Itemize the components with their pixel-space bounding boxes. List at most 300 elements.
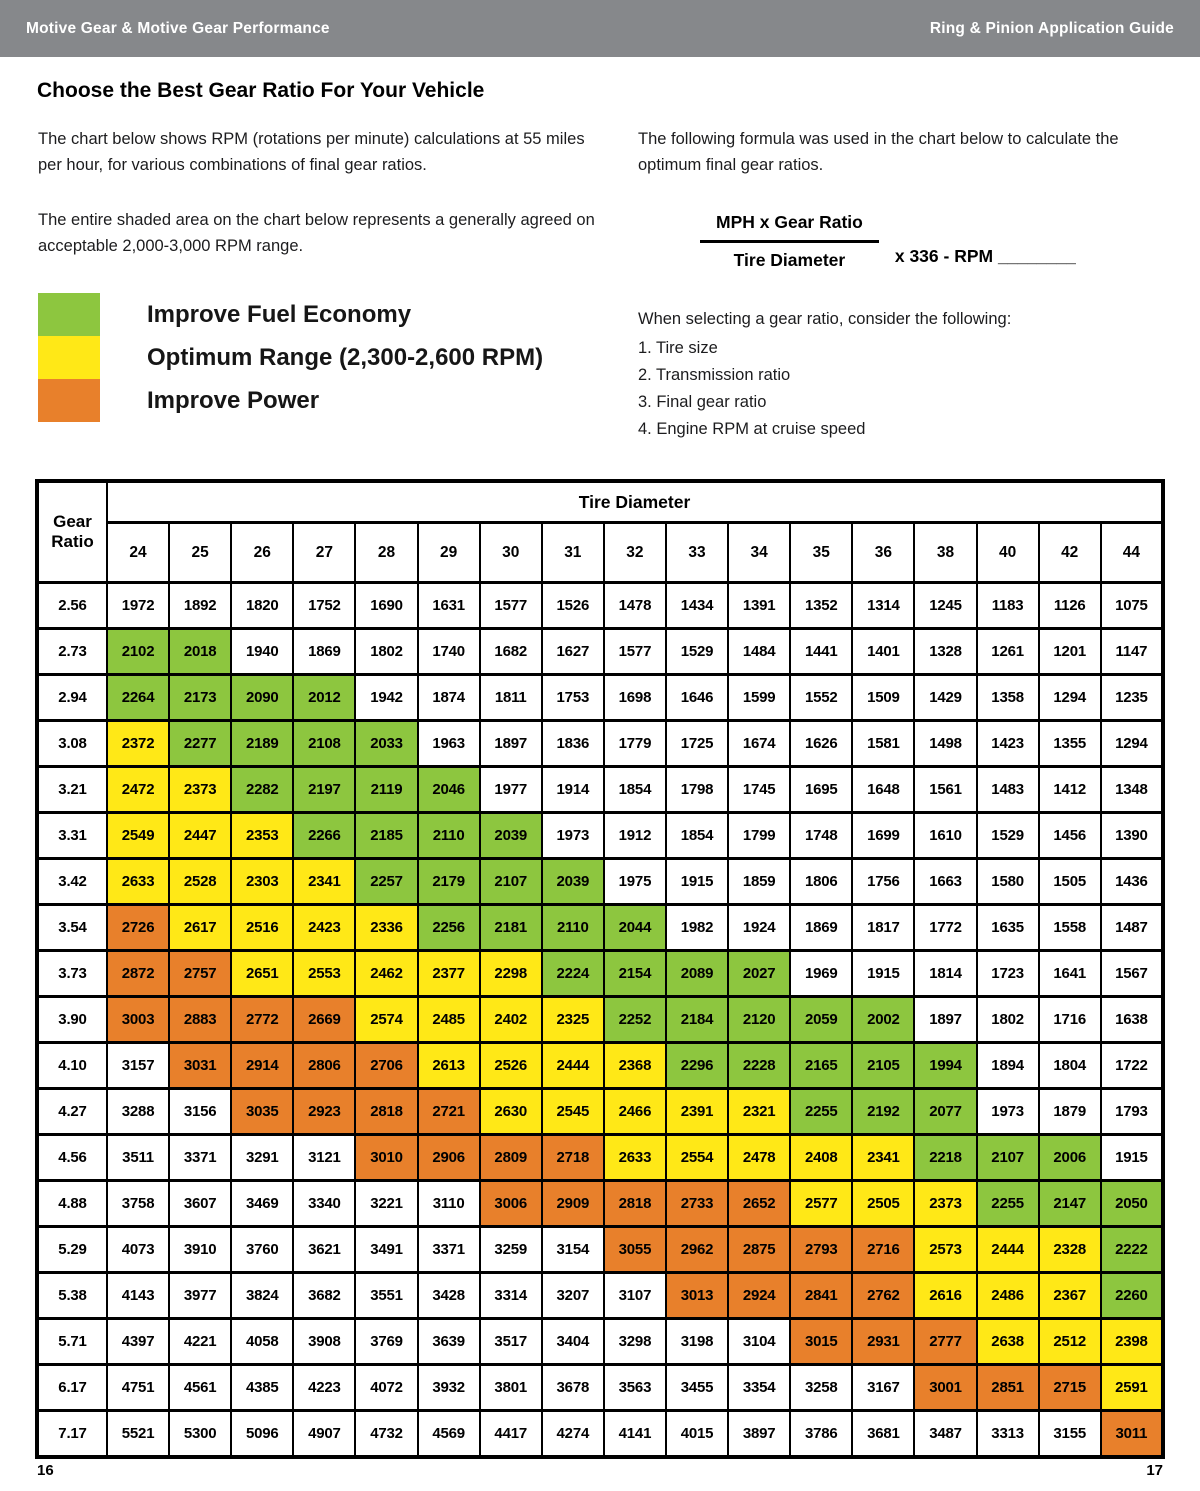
rpm-cell: 3681 <box>852 1411 914 1457</box>
table-row <box>37 1043 1163 1089</box>
rpm-cell: 3156 <box>169 1089 231 1135</box>
gear-ratio-cell: 3.21 <box>37 767 107 813</box>
rpm-cell: 2841 <box>790 1273 852 1319</box>
rpm-cell: 3404 <box>542 1319 604 1365</box>
rpm-cell: 2077 <box>914 1089 976 1135</box>
rpm-cell: 1147 <box>1101 629 1163 675</box>
rpm-cell: 4058 <box>231 1319 293 1365</box>
rpm-cell: 1912 <box>604 813 666 859</box>
rpm-cell: 1648 <box>852 767 914 813</box>
rpm-cell: 2485 <box>418 997 480 1043</box>
tire-diameter-title: Tire Diameter <box>107 481 1163 523</box>
rpm-cell: 1599 <box>728 675 790 721</box>
rpm-cell: 3313 <box>977 1411 1039 1457</box>
rpm-cell: 2039 <box>480 813 542 859</box>
rpm-cell: 1401 <box>852 629 914 675</box>
rpm-cell: 2466 <box>604 1089 666 1135</box>
legend-row <box>38 293 600 336</box>
rpm-cell: 2197 <box>293 767 355 813</box>
rpm-cell: 2296 <box>666 1043 728 1089</box>
rpm-cell: 2652 <box>728 1181 790 1227</box>
rpm-cell: 2255 <box>977 1181 1039 1227</box>
rpm-cell: 1328 <box>914 629 976 675</box>
rpm-cell: 1779 <box>604 721 666 767</box>
rpm-cell: 4274 <box>542 1411 604 1457</box>
rpm-cell: 2321 <box>728 1089 790 1135</box>
rpm-cell: 2368 <box>604 1043 666 1089</box>
rpm-cell: 1390 <box>1101 813 1163 859</box>
rpm-cell: 1423 <box>977 721 1039 767</box>
intro-right-column <box>638 127 1166 443</box>
rpm-cell: 3607 <box>169 1181 231 1227</box>
header-right-text: Ring & Pinion Application Guide <box>929 19 1174 37</box>
rpm-cell: 1635 <box>977 905 1039 951</box>
rpm-cell: 5521 <box>107 1411 169 1457</box>
gear-ratio-cell: 4.10 <box>37 1043 107 1089</box>
legend-row <box>38 379 600 422</box>
rpm-cell: 2303 <box>231 859 293 905</box>
tire-column-header: 26 <box>231 523 293 583</box>
rpm-cell: 2089 <box>666 951 728 997</box>
legend-label: Improve Power <box>147 386 320 414</box>
rpm-cell: 1820 <box>231 583 293 629</box>
gear-ratio-cell: 4.27 <box>37 1089 107 1135</box>
table-row <box>37 859 1163 905</box>
rpm-cell: 1487 <box>1101 905 1163 951</box>
rpm-cell: 2512 <box>1039 1319 1101 1365</box>
rpm-cell: 4417 <box>480 1411 542 1457</box>
rpm-cell: 1914 <box>542 767 604 813</box>
table-row <box>37 767 1163 813</box>
rpm-cell: 1126 <box>1039 583 1101 629</box>
intro-paragraph-2: The entire shaded area on the chart below represents a generally agreed on acceptable 2,000-3,000 RPM range. <box>38 211 595 255</box>
rpm-cell: 3167 <box>852 1365 914 1411</box>
rpm-cell: 2528 <box>169 859 231 905</box>
formula-numerator: MPH x Gear Ratio <box>700 212 879 243</box>
rpm-cell: 2809 <box>480 1135 542 1181</box>
gear-ratio-cell: 3.73 <box>37 951 107 997</box>
rpm-cell: 1698 <box>604 675 666 721</box>
rpm-cell: 3639 <box>418 1319 480 1365</box>
gear-ratio-cell: 5.71 <box>37 1319 107 1365</box>
rpm-cell: 3897 <box>728 1411 790 1457</box>
rpm-cell: 2516 <box>231 905 293 951</box>
header-bar <box>0 0 1200 57</box>
rpm-cell: 2553 <box>293 951 355 997</box>
column-headers-row <box>37 523 1163 583</box>
rpm-cell: 2173 <box>169 675 231 721</box>
rpm-cell: 2218 <box>914 1135 976 1181</box>
rpm-cell: 2721 <box>418 1089 480 1135</box>
rpm-cell: 3121 <box>293 1135 355 1181</box>
rpm-cell: 1915 <box>1101 1135 1163 1181</box>
rpm-cell: 2325 <box>542 997 604 1043</box>
tire-column-header: 32 <box>604 523 666 583</box>
rpm-cell: 2462 <box>355 951 417 997</box>
rpm-cell: 1610 <box>914 813 976 859</box>
rpm-cell: 2851 <box>977 1365 1039 1411</box>
rpm-cell: 2328 <box>1039 1227 1101 1273</box>
rpm-cell: 1646 <box>666 675 728 721</box>
rpm-cell: 2277 <box>169 721 231 767</box>
intro-left-column <box>38 127 600 443</box>
rpm-cell: 3110 <box>418 1181 480 1227</box>
rpm-cell: 2353 <box>231 813 293 859</box>
rpm-cell: 1836 <box>542 721 604 767</box>
rpm-cell: 2633 <box>604 1135 666 1181</box>
formula-intro: The following formula was used in the chart below to calculate the optimum final gear ratios. <box>638 130 1119 174</box>
rpm-cell: 1752 <box>293 583 355 629</box>
rpm-cell: 3207 <box>542 1273 604 1319</box>
rpm-cell: 3288 <box>107 1089 169 1135</box>
rpm-cell: 3469 <box>231 1181 293 1227</box>
consideration-item: 2. Transmission ratio <box>638 365 791 384</box>
page-title: Choose the Best Gear Ratio For Your Vehicle <box>37 79 485 102</box>
tire-column-header: 24 <box>107 523 169 583</box>
gear-ratio-cell: 2.73 <box>37 629 107 675</box>
rpm-cell: 1352 <box>790 583 852 629</box>
rpm-cell: 3371 <box>418 1227 480 1273</box>
tire-column-header: 42 <box>1039 523 1101 583</box>
rpm-cell: 2189 <box>231 721 293 767</box>
rpm-cell: 2613 <box>418 1043 480 1089</box>
table-row <box>37 629 1163 675</box>
rpm-cell: 2726 <box>107 905 169 951</box>
rpm-cell: 2256 <box>418 905 480 951</box>
rpm-cell: 1294 <box>1101 721 1163 767</box>
rpm-cell: 1940 <box>231 629 293 675</box>
rpm-cell: 2108 <box>293 721 355 767</box>
rpm-cell: 1725 <box>666 721 728 767</box>
rpm-cell: 3908 <box>293 1319 355 1365</box>
rpm-cell: 2444 <box>542 1043 604 1089</box>
header-left-text: Motive Gear & Motive Gear Performance <box>26 19 330 37</box>
legend-row <box>38 336 600 379</box>
rpm-cell: 2733 <box>666 1181 728 1227</box>
rpm-cell: 1391 <box>728 583 790 629</box>
rpm-cell: 3455 <box>666 1365 728 1411</box>
rpm-cell: 2706 <box>355 1043 417 1089</box>
rpm-cell: 1811 <box>480 675 542 721</box>
rpm-cell: 4732 <box>355 1411 417 1457</box>
rpm-cell: 1798 <box>666 767 728 813</box>
legend-swatch-green <box>38 293 100 336</box>
rpm-cell: 1682 <box>480 629 542 675</box>
rpm-cell: 3551 <box>355 1273 417 1319</box>
rpm-cell: 1561 <box>914 767 976 813</box>
rpm-cell: 3786 <box>790 1411 852 1457</box>
rpm-cell: 2107 <box>977 1135 1039 1181</box>
gear-ratio-cell: 6.17 <box>37 1365 107 1411</box>
legend-label: Improve Fuel Economy <box>147 300 412 328</box>
tire-column-header: 29 <box>418 523 480 583</box>
rpm-cell: 2573 <box>914 1227 976 1273</box>
formula <box>700 212 1166 271</box>
rpm-cell: 2377 <box>418 951 480 997</box>
table-head <box>37 481 1163 583</box>
considerations-intro: When selecting a gear ratio, consider the following: <box>638 310 1012 329</box>
rpm-cell: 2033 <box>355 721 417 767</box>
rpm-cell: 1942 <box>355 675 417 721</box>
rpm-cell: 2373 <box>914 1181 976 1227</box>
rpm-cell: 3104 <box>728 1319 790 1365</box>
rpm-cell: 1879 <box>1039 1089 1101 1135</box>
rpm-cell: 3340 <box>293 1181 355 1227</box>
rpm-cell: 1245 <box>914 583 976 629</box>
tire-column-header: 40 <box>977 523 1039 583</box>
rpm-cell: 2762 <box>852 1273 914 1319</box>
tire-column-header: 44 <box>1101 523 1163 583</box>
rpm-cell: 2716 <box>852 1227 914 1273</box>
rpm-cell: 1641 <box>1039 951 1101 997</box>
table-row <box>37 583 1163 629</box>
rpm-cell: 3006 <box>480 1181 542 1227</box>
rpm-cell: 1869 <box>293 629 355 675</box>
formula-suffix: x 336 - RPM ________ <box>894 246 1076 267</box>
rpm-cell: 2923 <box>293 1089 355 1135</box>
rpm-cell: 1626 <box>790 721 852 767</box>
rpm-cell: 3259 <box>480 1227 542 1273</box>
rpm-cell: 2545 <box>542 1089 604 1135</box>
rpm-cell: 3517 <box>480 1319 542 1365</box>
rpm-cell: 2266 <box>293 813 355 859</box>
rpm-cell: 4141 <box>604 1411 666 1457</box>
rpm-cell: 2715 <box>1039 1365 1101 1411</box>
rpm-cell: 1716 <box>1039 997 1101 1043</box>
rpm-cell: 2181 <box>480 905 542 951</box>
table-row <box>37 1089 1163 1135</box>
rpm-cell: 2228 <box>728 1043 790 1089</box>
rpm-cell: 1577 <box>604 629 666 675</box>
rpm-cell: 2906 <box>418 1135 480 1181</box>
rpm-cell: 2264 <box>107 675 169 721</box>
rpm-cell: 1806 <box>790 859 852 905</box>
rpm-cell: 3258 <box>790 1365 852 1411</box>
rpm-cell: 1892 <box>169 583 231 629</box>
rpm-cell: 5096 <box>231 1411 293 1457</box>
rpm-cell: 2617 <box>169 905 231 951</box>
rpm-cell: 2402 <box>480 997 542 1043</box>
rpm-cell: 1915 <box>852 951 914 997</box>
rpm-cell: 1355 <box>1039 721 1101 767</box>
rpm-cell: 1748 <box>790 813 852 859</box>
rpm-cell: 1897 <box>914 997 976 1043</box>
rpm-cell: 2027 <box>728 951 790 997</box>
tire-column-header: 36 <box>852 523 914 583</box>
tire-column-header: 34 <box>728 523 790 583</box>
rpm-cell: 1756 <box>852 859 914 905</box>
rpm-cell: 4561 <box>169 1365 231 1411</box>
rpm-cell: 3758 <box>107 1181 169 1227</box>
rpm-cell: 1663 <box>914 859 976 905</box>
rpm-cell: 1581 <box>852 721 914 767</box>
rpm-cell: 2260 <box>1101 1273 1163 1319</box>
rpm-cell: 2914 <box>231 1043 293 1089</box>
rpm-cell: 2120 <box>728 997 790 1043</box>
rpm-cell: 3107 <box>604 1273 666 1319</box>
rpm-cell: 2224 <box>542 951 604 997</box>
rpm-cell: 2282 <box>231 767 293 813</box>
rpm-cell: 1484 <box>728 629 790 675</box>
rpm-cell: 1314 <box>852 583 914 629</box>
rpm-cell: 2909 <box>542 1181 604 1227</box>
rpm-cell: 1994 <box>914 1043 976 1089</box>
rpm-cell: 2336 <box>355 905 417 951</box>
rpm-cell: 1894 <box>977 1043 1039 1089</box>
rpm-cell: 2472 <box>107 767 169 813</box>
rpm-cell: 1802 <box>977 997 1039 1043</box>
rpm-cell: 2651 <box>231 951 293 997</box>
rpm-cell: 1972 <box>107 583 169 629</box>
rpm-cell: 3011 <box>1101 1411 1163 1457</box>
rpm-cell: 2398 <box>1101 1319 1163 1365</box>
rpm-cell: 2772 <box>231 997 293 1043</box>
rpm-cell: 3760 <box>231 1227 293 1273</box>
rpm-cell: 3055 <box>604 1227 666 1273</box>
rpm-cell: 2549 <box>107 813 169 859</box>
rpm-cell: 4221 <box>169 1319 231 1365</box>
rpm-cell: 2554 <box>666 1135 728 1181</box>
rpm-cell: 2090 <box>231 675 293 721</box>
intro-paragraph-1: The chart below shows RPM (rotations per minute) calculations at 55 miles per hour, for various combinations of final gear ratios. <box>38 130 585 174</box>
gear-ratio-cell: 5.38 <box>37 1273 107 1319</box>
rpm-cell: 2044 <box>604 905 666 951</box>
rpm-cell: 2818 <box>355 1089 417 1135</box>
rpm-cell: 2184 <box>666 997 728 1043</box>
rpm-cell: 2002 <box>852 997 914 1043</box>
rpm-cell: 1969 <box>790 951 852 997</box>
gear-ratio-cell: 2.94 <box>37 675 107 721</box>
rpm-cell: 4223 <box>293 1365 355 1411</box>
legend-label: Optimum Range (2,300-2,600 RPM) <box>147 343 544 371</box>
rpm-cell: 1498 <box>914 721 976 767</box>
rpm-cell: 4751 <box>107 1365 169 1411</box>
considerations-list <box>638 335 1166 443</box>
table-row <box>37 813 1163 859</box>
rpm-cell: 1977 <box>480 767 542 813</box>
rpm-cell: 1552 <box>790 675 852 721</box>
rpm-cell: 1753 <box>542 675 604 721</box>
rpm-cell: 1483 <box>977 767 1039 813</box>
intro-columns <box>38 127 1166 443</box>
page-number-right: 17 <box>1146 1462 1163 1479</box>
rpm-cell: 1412 <box>1039 767 1101 813</box>
gear-ratio-cell: 3.90 <box>37 997 107 1043</box>
rpm-cell: 1817 <box>852 905 914 951</box>
rpm-cell: 4569 <box>418 1411 480 1457</box>
rpm-cell: 3003 <box>107 997 169 1043</box>
table-row <box>37 675 1163 721</box>
rpm-cell: 4907 <box>293 1411 355 1457</box>
gear-ratio-cell: 4.88 <box>37 1181 107 1227</box>
table-row <box>37 905 1163 951</box>
rpm-cell: 2931 <box>852 1319 914 1365</box>
rpm-cell: 2372 <box>107 721 169 767</box>
rpm-cell: 1915 <box>666 859 728 905</box>
gear-ratio-header: Gear Ratio <box>37 481 107 583</box>
gear-ratio-cell: 5.29 <box>37 1227 107 1273</box>
rpm-cell: 2367 <box>1039 1273 1101 1319</box>
rpm-cell: 2423 <box>293 905 355 951</box>
rpm-cell: 1723 <box>977 951 1039 997</box>
table-body <box>37 583 1163 1457</box>
rpm-cell: 1975 <box>604 859 666 905</box>
rpm-cell: 2793 <box>790 1227 852 1273</box>
tire-column-header: 25 <box>169 523 231 583</box>
rpm-cell: 2505 <box>852 1181 914 1227</box>
rpm-cell: 5300 <box>169 1411 231 1457</box>
rpm-cell: 4072 <box>355 1365 417 1411</box>
rpm-cell: 2777 <box>914 1319 976 1365</box>
rpm-cell: 2006 <box>1039 1135 1101 1181</box>
rpm-cell: 1075 <box>1101 583 1163 629</box>
gear-ratio-cell: 4.56 <box>37 1135 107 1181</box>
rpm-cell: 4073 <box>107 1227 169 1273</box>
consideration-item: 1. Tire size <box>638 338 718 357</box>
rpm-cell: 2373 <box>169 767 231 813</box>
rpm-cell: 1772 <box>914 905 976 951</box>
rpm-cell: 3977 <box>169 1273 231 1319</box>
rpm-cell: 1567 <box>1101 951 1163 997</box>
rpm-cell: 2638 <box>977 1319 1039 1365</box>
rpm-cell: 3932 <box>418 1365 480 1411</box>
rpm-cell: 1924 <box>728 905 790 951</box>
rpm-cell: 2119 <box>355 767 417 813</box>
rpm-cell: 1973 <box>542 813 604 859</box>
rpm-cell: 2924 <box>728 1273 790 1319</box>
rpm-cell: 4015 <box>666 1411 728 1457</box>
rpm-cell: 2341 <box>852 1135 914 1181</box>
rpm-cell: 2255 <box>790 1089 852 1135</box>
rpm-cell: 3001 <box>914 1365 976 1411</box>
rpm-cell: 2872 <box>107 951 169 997</box>
rpm-cell: 1897 <box>480 721 542 767</box>
gear-ratio-cell: 7.17 <box>37 1411 107 1457</box>
gear-ratio-cell: 3.31 <box>37 813 107 859</box>
rpm-cell: 2757 <box>169 951 231 997</box>
rpm-cell: 1854 <box>604 767 666 813</box>
rpm-cell: 2046 <box>418 767 480 813</box>
rpm-cell: 1722 <box>1101 1043 1163 1089</box>
rpm-cell: 3824 <box>231 1273 293 1319</box>
rpm-cell: 1183 <box>977 583 1039 629</box>
rpm-cell: 1982 <box>666 905 728 951</box>
rpm-cell: 2257 <box>355 859 417 905</box>
rpm-cell: 4385 <box>231 1365 293 1411</box>
rpm-cell: 1631 <box>418 583 480 629</box>
rpm-cell: 1963 <box>418 721 480 767</box>
rpm-cell: 2147 <box>1039 1181 1101 1227</box>
rpm-cell: 2591 <box>1101 1365 1163 1411</box>
rpm-cell: 2192 <box>852 1089 914 1135</box>
table-row <box>37 1273 1163 1319</box>
legend <box>38 293 600 422</box>
rpm-cell: 2478 <box>728 1135 790 1181</box>
rpm-cell: 3621 <box>293 1227 355 1273</box>
rpm-cell: 2447 <box>169 813 231 859</box>
table-row <box>37 1411 1163 1457</box>
rpm-cell: 1869 <box>790 905 852 951</box>
rpm-cell: 4397 <box>107 1319 169 1365</box>
table-title-row <box>37 481 1163 523</box>
rpm-cell: 1235 <box>1101 675 1163 721</box>
rpm-cell: 3354 <box>728 1365 790 1411</box>
rpm-cell: 3198 <box>666 1319 728 1365</box>
rpm-cell: 2818 <box>604 1181 666 1227</box>
rpm-cell: 2059 <box>790 997 852 1043</box>
rpm-cell: 1627 <box>542 629 604 675</box>
table-row <box>37 1365 1163 1411</box>
